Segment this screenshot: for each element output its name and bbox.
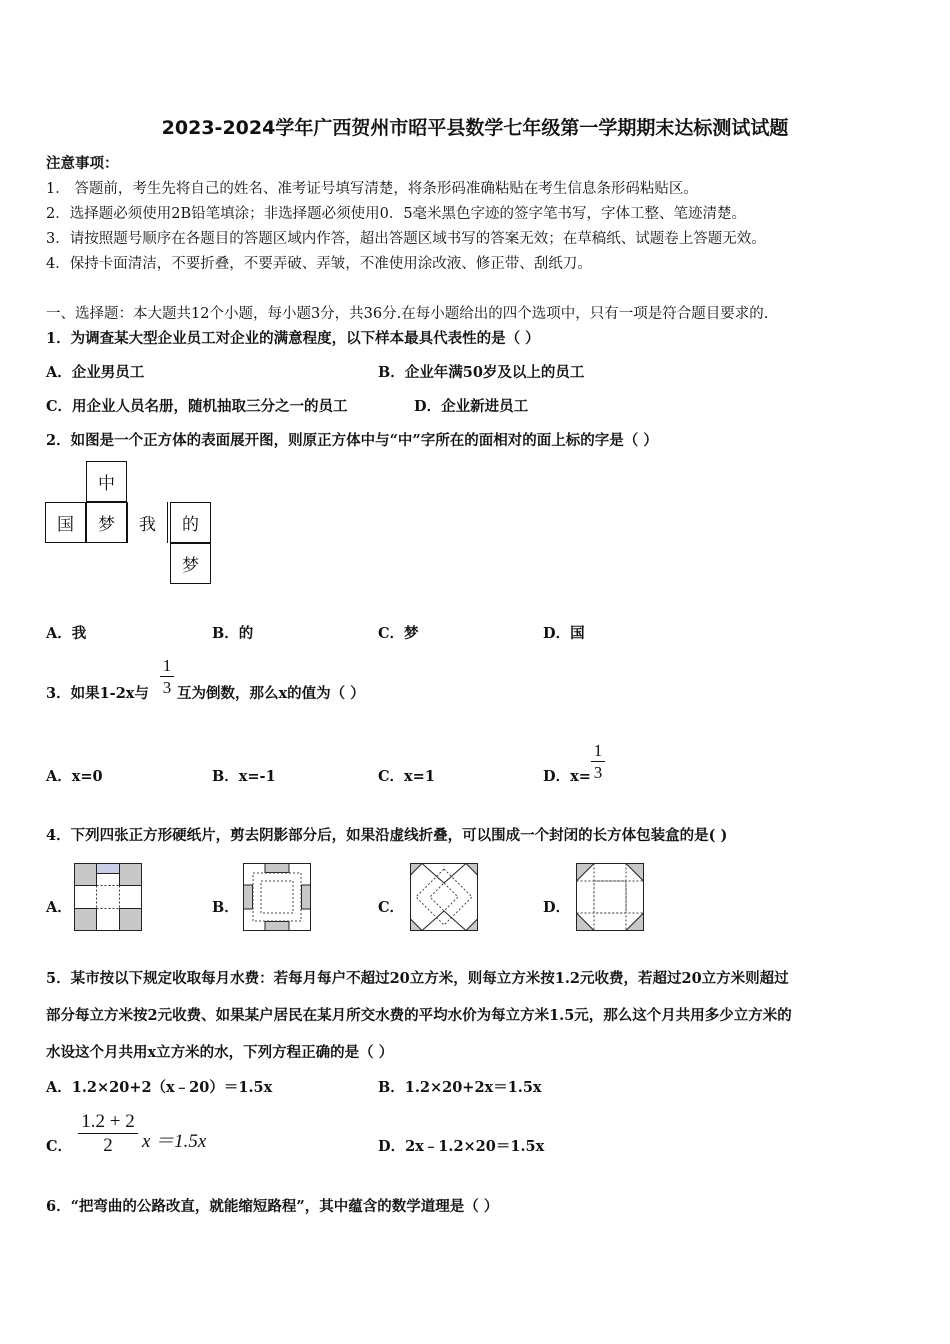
fraction-bar — [160, 676, 174, 677]
question-3-stem-end: 互为倒数，那么x的值为（ ） — [177, 685, 365, 702]
q5-option-d: D．2x﹣1.2×20＝1.5x — [378, 1138, 545, 1155]
fraction-numerator: 1.2 + 2 — [81, 1111, 135, 1132]
q1-option-c: C．用企业人员名册，随机抽取三分之一的员工 — [46, 398, 348, 415]
q5-option-b: B．1.2×20+2x＝1.5x — [378, 1079, 542, 1096]
q1-option-d: D．企业新进员工 — [414, 398, 529, 415]
q3-option-a: A．x=0 — [46, 768, 103, 785]
q3-option-c: C．x=1 — [378, 768, 435, 785]
q5-option-c-label: C． — [46, 1138, 73, 1155]
question-1-stem: 1．为调查某大型企业员工对企业的满意程度，以下样本最具代表性的是（ ） — [46, 330, 540, 347]
q5-option-c-fraction — [78, 1112, 138, 1155]
net-cell: 梦 — [86, 502, 127, 543]
section-heading: 一、选择题：本大题共12个小题，每小题3分，共36分.在每小题给出的四个选项中，只有一项是符合题目要求的. — [46, 306, 769, 322]
notice-item: 2．选择题必须使用2B铅笔填涂；非选择题必须使用0．5毫米黑色字迹的签字笔书写，字体工整、笔迹清楚。 — [46, 206, 747, 222]
net-cell: 的 — [170, 502, 211, 543]
notice-item: 4．保持卡面清洁，不要折叠，不要弄破、弄皱，不准使用涂改液、修正带、刮纸刀。 — [46, 256, 592, 272]
question-3-stem-start: 3．如果1-2x与 — [46, 685, 149, 702]
net-cell: 我 — [127, 502, 168, 543]
page-title: 2023-2024学年广西贺州市昭平县数学七年级第一学期期末达标测试试题 — [161, 117, 789, 139]
q3-option-b: B．x=-1 — [212, 768, 276, 785]
q2-option-b: B．的 — [212, 625, 254, 642]
fraction-denominator: 3 — [162, 678, 172, 697]
cardboard-figure-c — [410, 863, 478, 931]
q5-option-a: A．1.2×20+2（x﹣20）＝1.5x — [46, 1079, 273, 1096]
q4-option-d: D． — [543, 899, 571, 916]
question-5-line-2: 部分每立方米按2元收费、如果某户居民在某月所交水费的平均水价为每立方米1.5元，那么这个月共用多少立方米的 — [46, 1007, 792, 1024]
fraction-denominator: 2 — [103, 1135, 113, 1156]
question-2-stem: 2．如图是一个正方体的表面展开图，则原正方体中与“中”字所在的面相对的面上标的字是（ ） — [46, 432, 658, 449]
cardboard-figure-d — [576, 863, 644, 931]
q1-option-a: A．企业男员工 — [46, 364, 145, 381]
fraction-numerator: 1 — [593, 741, 603, 760]
net-cell: 国 — [45, 502, 86, 543]
notice-item: 3．请按照题号顺序在各题目的答题区域内作答，超出答题区域书写的答案无效；在草稿纸、试题卷上答题无效。 — [46, 231, 766, 247]
notice-heading: 注意事项： — [46, 155, 119, 172]
q2-option-d: D．国 — [543, 625, 585, 642]
fraction-one-third — [591, 742, 605, 781]
cardboard-figure-a — [74, 863, 142, 931]
q2-option-c: C．梦 — [378, 625, 419, 642]
fraction-bar — [591, 761, 605, 762]
q1-option-b: B．企业年满50岁及以上的员工 — [378, 364, 585, 381]
fraction-bar — [78, 1133, 138, 1134]
question-6-stem: 6．“把弯曲的公路改直，就能缩短路程”，其中蕴含的数学道理是（ ） — [46, 1198, 499, 1215]
q5-option-c-rest: x ＝1.5x — [142, 1131, 207, 1152]
q4-option-c: C． — [378, 899, 405, 916]
notice-item: 1． 答题前，考生先将自己的姓名、准考证号填写清楚，将条形码准确粘贴在考生信息条形码粘贴区。 — [46, 181, 698, 197]
fraction-numerator: 1 — [162, 656, 172, 675]
cardboard-figure-b — [243, 863, 311, 931]
question-5-line-3: 水设这个月共用x立方米的水，下列方程正确的是（ ） — [46, 1044, 394, 1061]
net-cell: 中 — [86, 461, 127, 502]
q2-option-a: A．我 — [46, 625, 87, 642]
fraction-one-third — [160, 657, 174, 696]
q4-option-a: A． — [46, 899, 72, 916]
question-4-stem: 4．下列四张正方形硬纸片，剪去阴影部分后，如果沿虚线折叠，可以围成一个封闭的长方体包装盒的是( ) — [46, 827, 728, 844]
fraction-denominator: 3 — [593, 763, 603, 782]
q3-option-d: D．x= — [543, 768, 591, 785]
net-cell: 梦 — [170, 543, 211, 584]
q4-option-b: B． — [212, 899, 239, 916]
question-5-line-1: 5．某市按以下规定收取每月水费：若每月每户不超过20立方米，则每立方米按1.2元收费，若超过20立方米则超过 — [46, 970, 789, 987]
